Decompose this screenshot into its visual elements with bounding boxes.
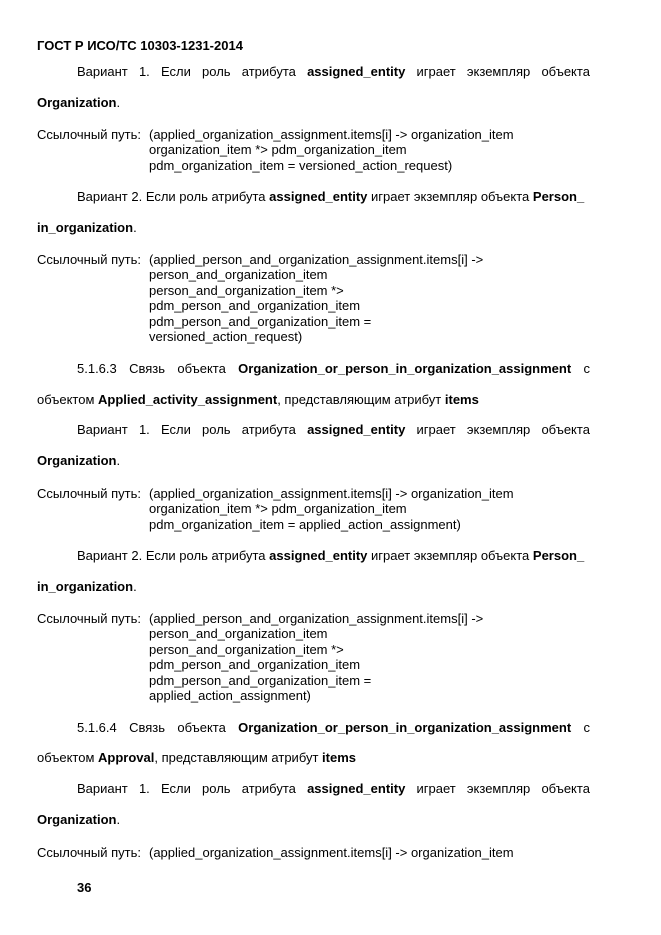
word: роль xyxy=(202,422,231,437)
text-bold: Approval xyxy=(98,750,155,765)
word: Связь xyxy=(129,720,166,735)
ref-line: pdm_person_and_organization_item = xyxy=(149,313,372,329)
word: атрибута xyxy=(241,781,296,796)
word: 5.1.6.3 xyxy=(77,361,117,376)
ref-path-block xyxy=(149,845,514,860)
ref-line: person_and_organization_item *> xyxy=(149,282,344,298)
word: роль xyxy=(202,64,231,79)
word: 5.1.6.4 xyxy=(77,720,117,735)
variant-1-tail: Organization. xyxy=(37,453,121,468)
variant-2-tail: in_organization. xyxy=(37,220,137,235)
word: Если xyxy=(160,781,191,796)
word: объекта xyxy=(541,64,590,79)
word: Если xyxy=(160,422,191,437)
text: , представляющим атрибут xyxy=(277,392,445,407)
ref-line: versioned_action_request) xyxy=(149,328,303,344)
ref-line: pdm_organization_item = versioned_action_request) xyxy=(149,157,453,173)
word: играет xyxy=(416,64,456,79)
word: объекта xyxy=(177,720,226,735)
text-bold: items xyxy=(444,392,479,407)
text: объектом xyxy=(37,392,99,407)
ref-line: pdm_person_and_organization_item = xyxy=(149,672,372,688)
word: роль xyxy=(202,781,231,796)
text: играет экземпляр объекта xyxy=(367,548,533,563)
word-bold: assigned_entity xyxy=(307,422,406,437)
ref-path-label: Ссылочный путь: xyxy=(37,611,141,626)
variant-2-line xyxy=(77,548,584,563)
ref-line: applied_action_assignment) xyxy=(149,687,311,703)
text-bold: assigned_entity xyxy=(269,189,368,204)
word: Связь xyxy=(129,361,166,376)
entity-name: Organization xyxy=(37,812,117,827)
ref-line: (applied_organization_assignment.items[i] -> organization_item xyxy=(149,845,514,860)
variant-1-tail: Organization. xyxy=(37,812,121,827)
ref-path-label: Ссылочный путь: xyxy=(37,252,141,267)
text-bold: Applied_activity_assignment xyxy=(98,392,278,407)
word: играет xyxy=(416,422,456,437)
ref-line: organization_item *> pdm_organization_item xyxy=(149,142,407,158)
text-bold: items xyxy=(322,750,357,765)
ref-path-label: Ссылочный путь: xyxy=(37,845,141,860)
word: экземпляр xyxy=(466,781,531,796)
entity-name: in_organization xyxy=(37,220,134,235)
entity-name: Organization xyxy=(37,95,117,110)
variant-1-tail: Organization. xyxy=(37,95,121,110)
word: 1. xyxy=(138,781,150,796)
word: Вариант xyxy=(77,64,128,79)
text-bold: Person_ xyxy=(532,189,585,204)
ref-line: pdm_organization_item = applied_action_assignment) xyxy=(149,516,461,532)
ref-path-block xyxy=(149,127,514,173)
ref-line: pdm_person_and_organization_item xyxy=(149,298,361,314)
ref-line: (applied_person_and_organization_assignment.items[i] -> xyxy=(149,252,484,267)
word: играет xyxy=(416,781,456,796)
word: атрибута xyxy=(241,422,296,437)
ref-line: person_and_organization_item *> xyxy=(149,641,344,657)
ref-path-block xyxy=(149,611,483,703)
page-number: 36 xyxy=(77,880,92,895)
word: объекта xyxy=(177,361,226,376)
text: Вариант 2. Если роль атрибута xyxy=(77,548,270,563)
ref-line: pdm_person_and_organization_item xyxy=(149,657,361,673)
ref-line: organization_item *> pdm_organization_item xyxy=(149,501,407,517)
word: Вариант xyxy=(77,781,128,796)
text: объектом xyxy=(37,750,99,765)
text: , представляющим атрибут xyxy=(154,750,323,765)
word: Вариант xyxy=(77,422,128,437)
word-bold: Organization_or_person_in_organization_assignment xyxy=(238,361,572,376)
text: Вариант 2. Если роль атрибута xyxy=(77,189,270,204)
word-bold: Organization_or_person_in_organization_assignment xyxy=(238,720,572,735)
word-bold: assigned_entity xyxy=(307,781,406,796)
ref-line: person_and_organization_item xyxy=(149,267,328,283)
text: играет экземпляр объекта xyxy=(367,189,533,204)
word: с xyxy=(583,361,590,376)
section-5164-line2 xyxy=(37,750,356,765)
section-5163-line xyxy=(77,361,590,376)
word-bold: assigned_entity xyxy=(307,64,406,79)
ref-path-block xyxy=(149,252,483,344)
entity-name: Organization xyxy=(37,453,117,468)
document-header: ГОСТ Р ИСО/ТС 10303-1231-2014 xyxy=(37,38,243,53)
ref-line: person_and_organization_item xyxy=(149,626,328,642)
ref-path-block xyxy=(149,486,514,532)
text-bold: Person_ xyxy=(532,548,585,563)
variant-1-line xyxy=(77,781,590,796)
section-5163-line2 xyxy=(37,392,479,407)
ref-line: (applied_organization_assignment.items[i] -> organization_item xyxy=(149,486,514,501)
ref-path-label: Ссылочный путь: xyxy=(37,486,141,501)
variant-2-tail: in_organization. xyxy=(37,579,137,594)
word: с xyxy=(583,720,590,735)
word: 1. xyxy=(138,64,150,79)
text-bold: assigned_entity xyxy=(269,548,368,563)
word: экземпляр xyxy=(466,64,531,79)
variant-1-line xyxy=(77,64,590,79)
ref-line: (applied_person_and_organization_assignment.items[i] -> xyxy=(149,611,484,626)
word: атрибута xyxy=(241,64,296,79)
entity-name: in_organization xyxy=(37,579,134,594)
ref-line: (applied_organization_assignment.items[i] -> organization_item xyxy=(149,127,514,142)
word: 1. xyxy=(138,422,150,437)
ref-path-label: Ссылочный путь: xyxy=(37,127,141,142)
word: Если xyxy=(160,64,191,79)
word: объекта xyxy=(541,781,590,796)
section-5164-line xyxy=(77,720,590,735)
word: объекта xyxy=(541,422,590,437)
variant-1-line xyxy=(77,422,590,437)
word: экземпляр xyxy=(466,422,531,437)
variant-2-line xyxy=(77,189,584,204)
